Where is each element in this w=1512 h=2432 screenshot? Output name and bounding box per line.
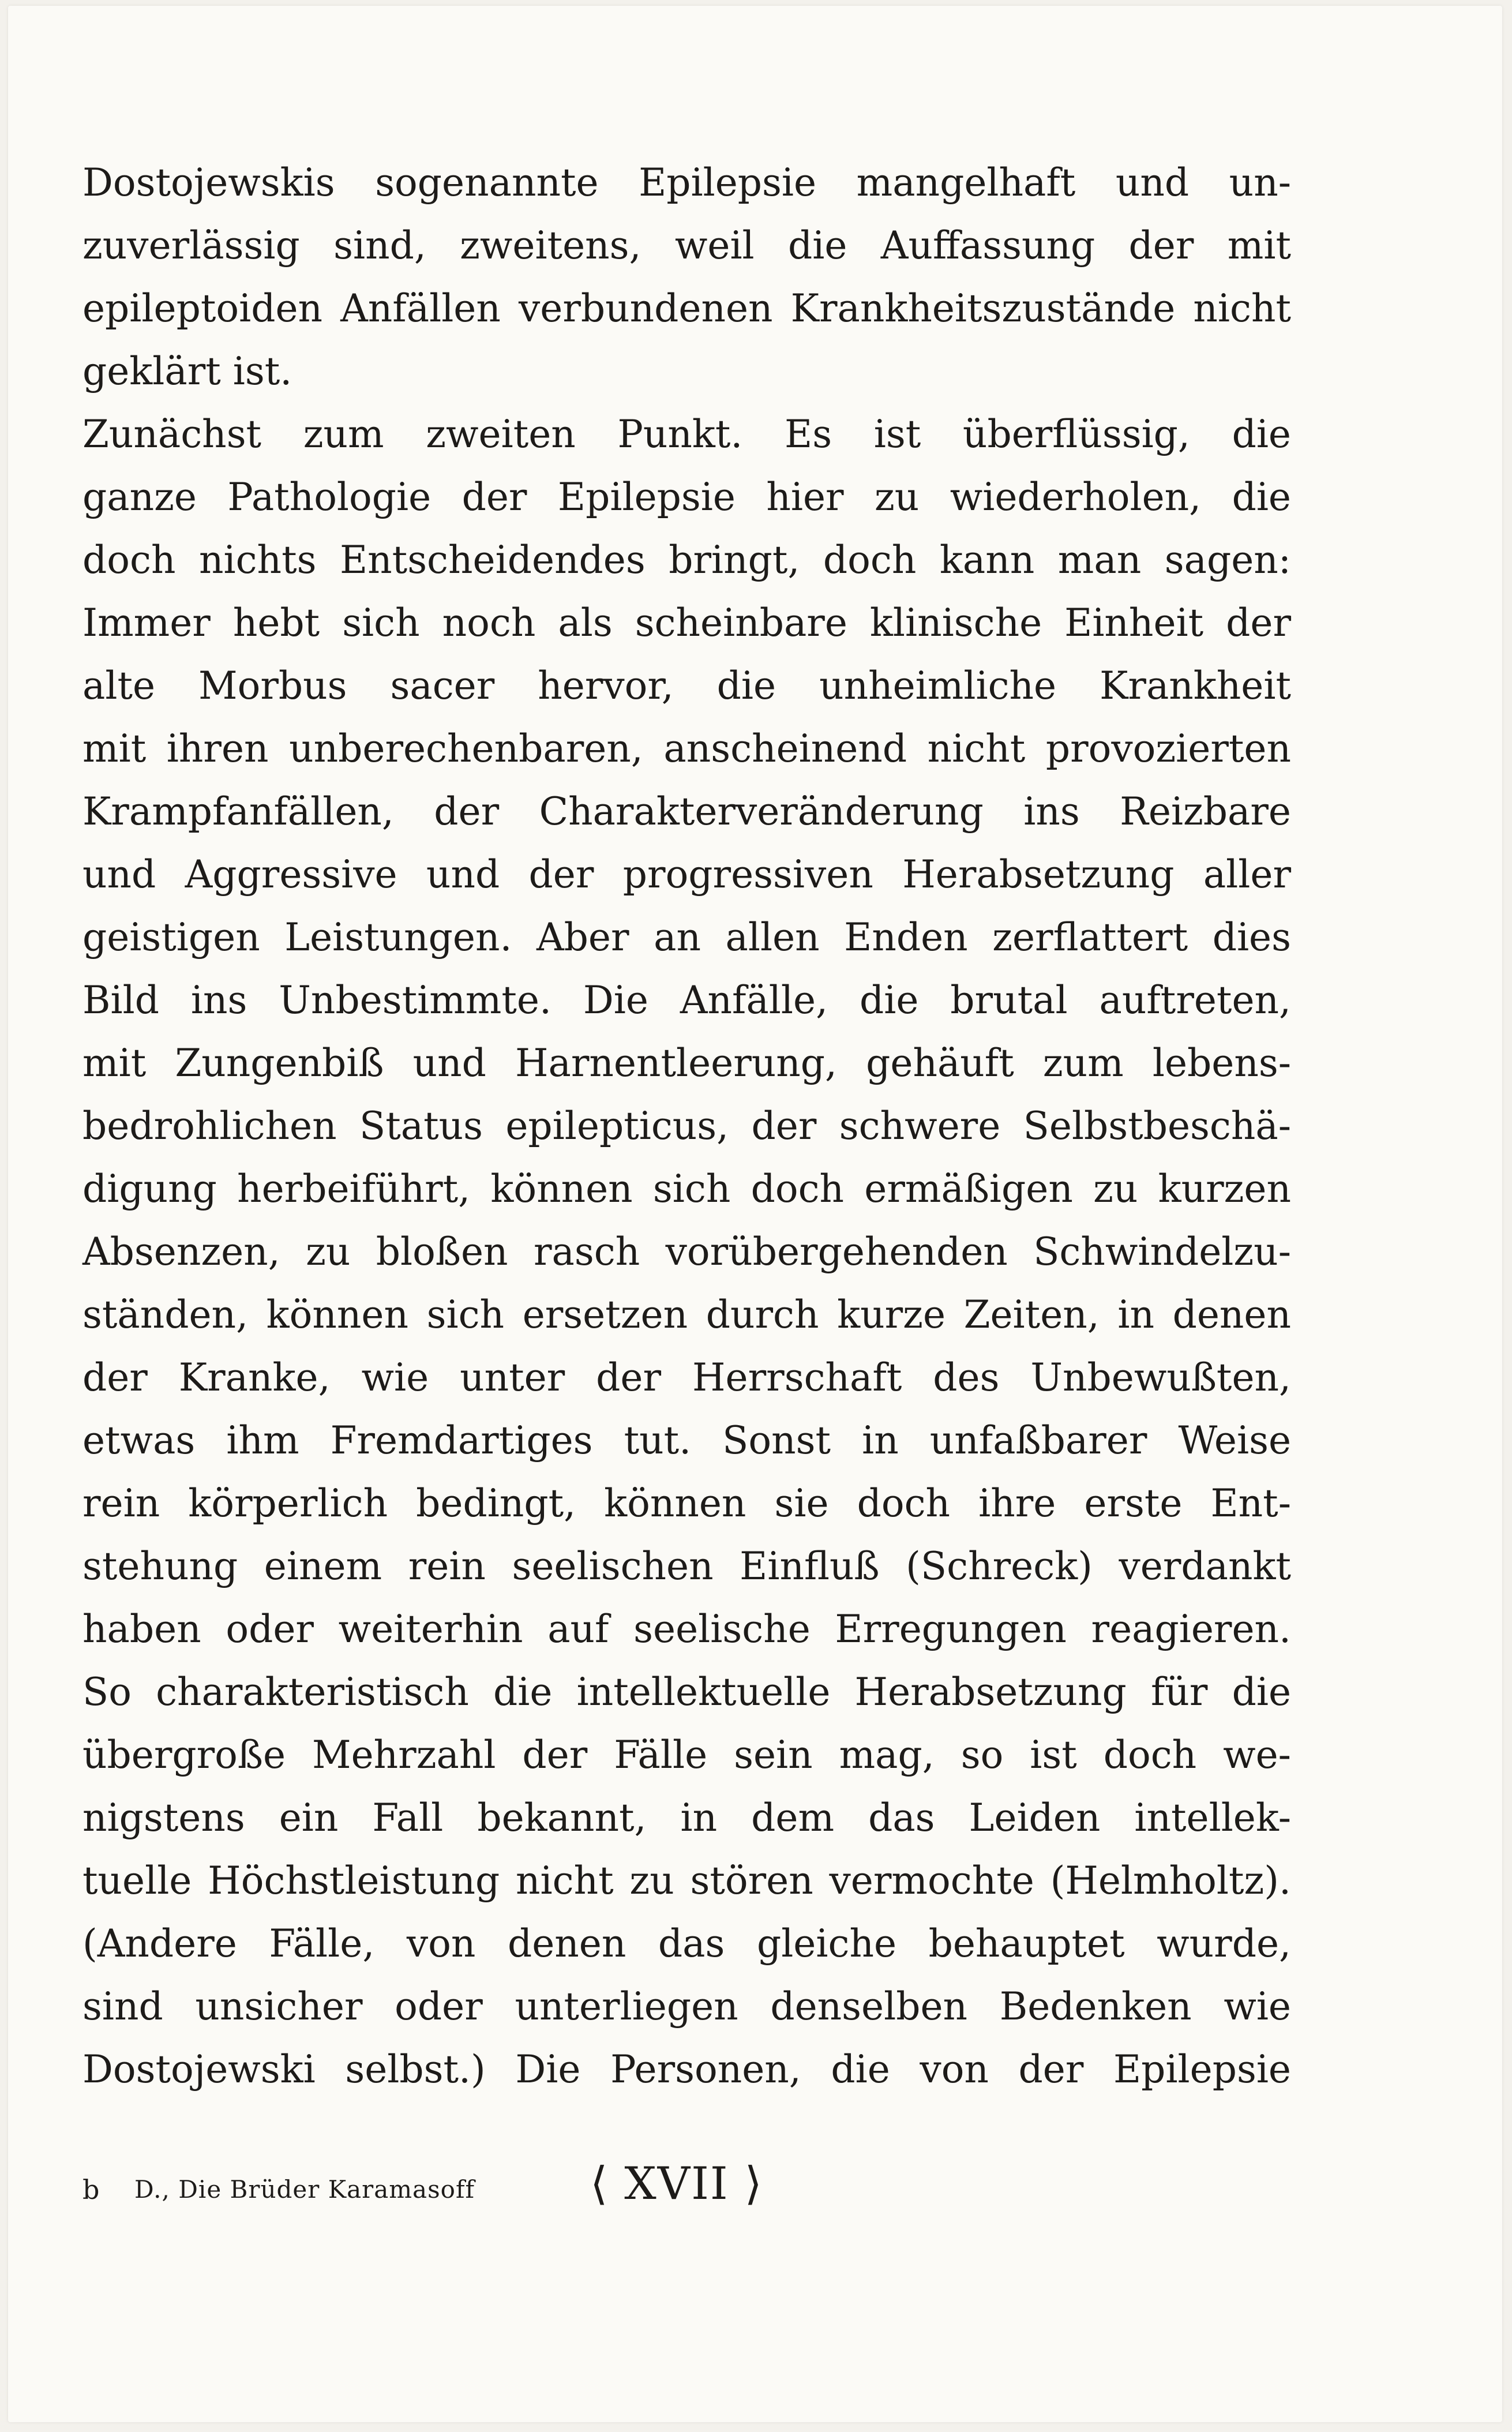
- text-line: sind unsicher oder unterliegen denselben Bedenken wie: [82, 1984, 1291, 2029]
- text-line: und Aggressive und der progressiven Herabsetzung aller: [82, 852, 1291, 897]
- text-line: Dostojewskis sogenannte Epilepsie mangelhaft und un-: [82, 160, 1291, 205]
- running-short-title: D., Die Brüder Karamasoff: [134, 2175, 475, 2204]
- text-line: rein körperlich bedingt, können sie doch ihre erste Ent-: [82, 1481, 1291, 1526]
- text-line: digung herbeiführt, können sich doch ermäßigen zu kurzen: [82, 1167, 1291, 1211]
- text-line: nigstens ein Fall bekannt, in dem das Leiden intellek-: [82, 1796, 1291, 1840]
- text-line: etwas ihm Fremdartiges tut. Sonst in unfaßbarer Weise: [82, 1418, 1291, 1463]
- text-line: Absenzen, zu bloßen rasch vorübergehenden Schwindelzu-: [82, 1230, 1291, 1274]
- text-line: bedrohlichen Status epilepticus, der schwere Selbstbeschä-: [82, 1104, 1291, 1148]
- text-line: alte Morbus sacer hervor, die unheimliche Krankheit: [82, 664, 1291, 708]
- text-line: ganze Pathologie der Epilepsie hier zu wiederholen, die: [82, 475, 1291, 519]
- text-line: (Andere Fälle, von denen das gleiche behauptet wurde,: [82, 1921, 1291, 1966]
- text-line: So charakteristisch die intellektuelle Herabsetzung für die: [82, 1670, 1291, 1714]
- text-line: stehung einem rein seelischen Einfluß (Schreck) verdankt: [82, 1544, 1291, 1588]
- body-text: [82, 151, 1291, 2101]
- text-line: mit Zungenbiß und Harnentleerung, gehäuft zum lebens-: [82, 1041, 1291, 1085]
- text-line: übergroße Mehrzahl der Fälle sein mag, so ist doch we-: [82, 1733, 1291, 1777]
- text-line: geklärt ist.: [82, 349, 292, 394]
- text-line: Zunächst zum zweiten Punkt. Es ist überflüssig, die: [82, 412, 1291, 456]
- page-footer: [82, 2158, 832, 2216]
- text-line: Immer hebt sich noch als scheinbare klinische Einheit der: [82, 601, 1291, 645]
- text-line: epileptoiden Anfällen verbundenen Krankheitszustände nicht: [82, 286, 1291, 331]
- text-line: Bild ins Unbestimmte. Die Anfälle, die brutal auftreten,: [82, 978, 1291, 1022]
- text-line: tuelle Höchstleistung nicht zu stören vermochte (Helmholtz).: [82, 1858, 1291, 1903]
- text-line: zuverlässig sind, zweitens, weil die Auffassung der mit: [82, 223, 1291, 268]
- text-line: haben oder weiterhin auf seelische Erregungen reagieren.: [82, 1607, 1291, 1651]
- text-line: Krampfanfällen, der Charakterveränderung ins Reizbare: [82, 789, 1291, 834]
- text-line: doch nichts Entscheidendes bringt, doch kann man sagen:: [82, 538, 1291, 582]
- page-number: ⟨ XVII ⟩: [590, 2158, 763, 2210]
- text-line: der Kranke, wie unter der Herrschaft des Unbewußten,: [82, 1355, 1291, 1400]
- text-line: mit ihren unberechenbaren, anscheinend nicht provozierten: [82, 726, 1291, 771]
- text-line: Dostojewski selbst.) Die Personen, die von der Epilepsie: [82, 2047, 1291, 2092]
- text-line: ständen, können sich ersetzen durch kurze Zeiten, in denen: [82, 1292, 1291, 1337]
- text-line: geistigen Leistungen. Aber an allen Enden zerflattert dies: [82, 915, 1291, 960]
- signature-mark: b: [82, 2174, 100, 2205]
